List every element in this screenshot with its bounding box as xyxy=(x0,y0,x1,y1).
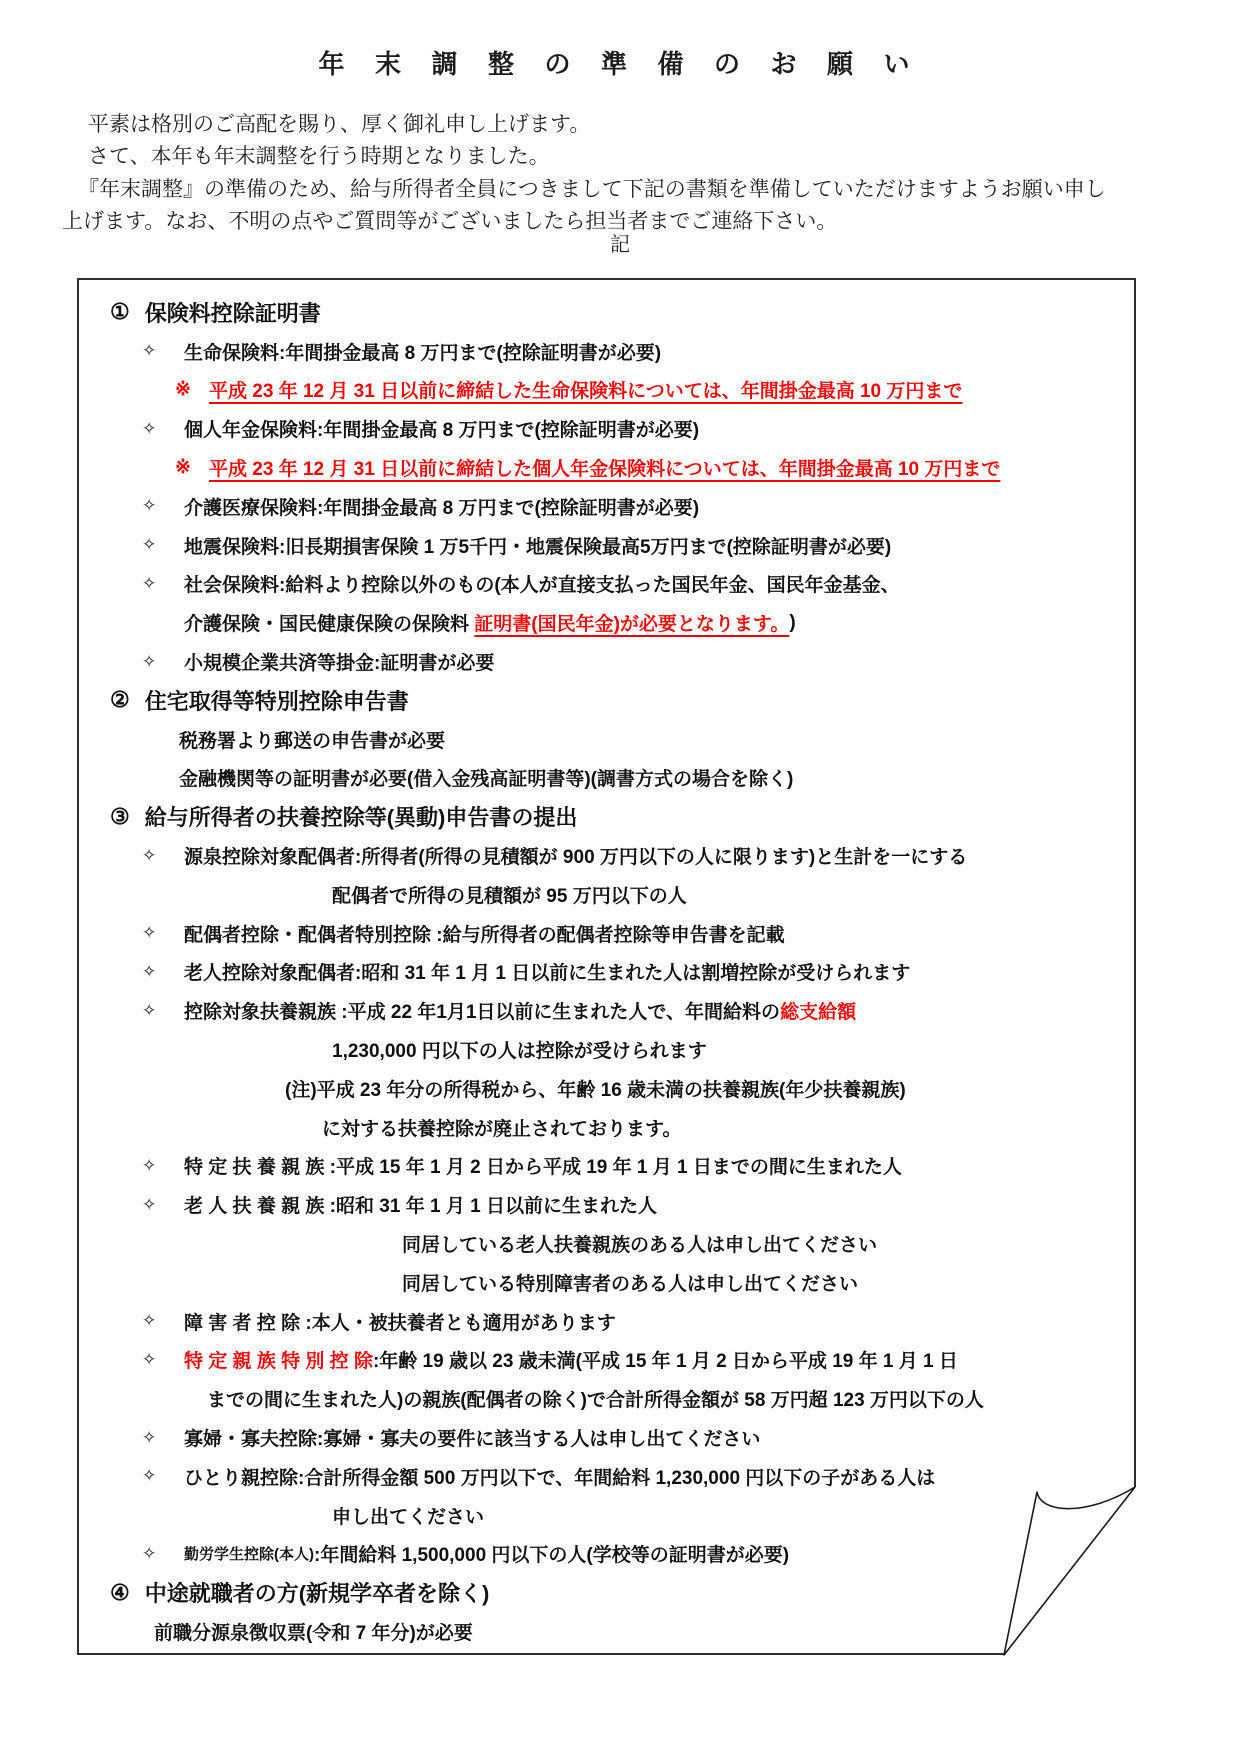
item-single-parent-deduction xyxy=(79,1457,1134,1496)
item-label-red: 特 定 親 族 特 別 控 除 xyxy=(184,1351,373,1373)
item-small-business-mutual-aid xyxy=(79,642,1134,681)
diamond-bullet-icon: ✧ xyxy=(142,1349,157,1369)
diamond-bullet-icon: ✧ xyxy=(142,573,157,593)
item-elderly-dependent xyxy=(79,1185,1134,1224)
diamond-bullet-icon: ✧ xyxy=(142,845,157,865)
item-text: に対する扶養控除が廃止されております。 xyxy=(322,1118,682,1140)
item-life-insurance xyxy=(79,332,1134,371)
item-text: 金融機関等の証明書が必要(借入金残高証明書等)(調書方式の場合を除く) xyxy=(179,769,794,791)
item-text: 小規模企業共済等掛金:証明書が必要 xyxy=(184,653,495,675)
diamond-bullet-icon: ✧ xyxy=(142,961,157,981)
diamond-bullet-icon: ✧ xyxy=(142,341,157,361)
diamond-bullet-icon: ✧ xyxy=(142,1000,157,1020)
item-text: 個人年金保険料:年間掛金最高 8 万円まで(控除証明書が必要) xyxy=(184,420,700,442)
item-text: 配偶者控除・配偶者特別控除 :給与所得者の配偶者控除等申告書を記載 xyxy=(184,924,785,946)
diamond-bullet-icon: ✧ xyxy=(142,418,157,438)
intro-paragraph xyxy=(62,108,1182,238)
item-text: 税務署より郵送の申告書が必要 xyxy=(179,730,446,752)
item-dependent-note-1 xyxy=(79,1069,1134,1108)
section-heading-dependent-deduction xyxy=(79,797,1134,836)
item-elderly-spouse xyxy=(79,953,1134,992)
item-text: 老人控除対象配偶者:昭和 31 年 1 月 1 日以前に生まれた人は割増控除が受けられます xyxy=(184,963,911,985)
item-text: :年齢 19 歳以 23 歳未満(平成 15 年 1 月 2 日から平成 19 年 1 月 1 日 xyxy=(372,1351,958,1373)
item-text: 介護医療保険料:年間掛金最高 8 万円まで(控除証明書が必要) xyxy=(184,497,700,519)
item-text: ひとり親控除:合計所得金額 500 万円以下で、年間給料 1,230,000 円以下の子がある人は xyxy=(184,1467,936,1489)
section-heading-housing-deduction xyxy=(79,681,1134,720)
note-text: 平成 23 年 12 月 31 日以前に締結した個人年金保険料については、年間掛金最高 10 万円まで xyxy=(209,459,1001,481)
item-text: 同居している老人扶養親族のある人は申し出てください xyxy=(402,1235,878,1257)
item-single-parent-cont xyxy=(79,1496,1134,1535)
diamond-bullet-icon: ✧ xyxy=(142,1155,157,1175)
item-text: 源泉控除対象配偶者:所得者(所得の見積額が 900 万円以下の人に限ります)と生計を一にする xyxy=(184,847,968,869)
diamond-bullet-icon: ✧ xyxy=(142,1194,157,1214)
item-withholding-spouse-cont xyxy=(79,875,1134,914)
page-title: 年 末 調 整 の 準 備 の お 願 い xyxy=(318,50,922,79)
section-title: 保険料控除証明書 xyxy=(144,300,321,326)
intro-line: 上げます。なお、不明の点やご質問等がございましたら担当者までご連絡下さい。 xyxy=(62,209,838,234)
item-text: 1,230,000 円以下の人は控除が受けられます xyxy=(332,1041,707,1063)
item-specified-relative-cont xyxy=(79,1379,1134,1418)
intro-line: 『年末調整』の準備のため、給与所得者全員につきまして下記の書類を準備していただけますようお願い申し xyxy=(78,176,1106,201)
item-widow-deduction xyxy=(79,1418,1134,1457)
item-financial-institution-certificate xyxy=(79,759,1134,798)
circled-number-icon: ① xyxy=(110,299,130,325)
circled-number-icon: ② xyxy=(110,687,130,713)
item-working-student-deduction xyxy=(79,1535,1134,1574)
intro-line: 平素は格別のご高配を賜り、厚く御礼申し上げます。 xyxy=(88,112,591,136)
item-text: 配偶者で所得の見積額が 95 万円以下の人 xyxy=(332,885,687,907)
item-personal-pension xyxy=(79,409,1134,448)
diamond-bullet-icon: ✧ xyxy=(142,1543,157,1563)
item-elderly-dependent-cont-2 xyxy=(79,1263,1134,1302)
diamond-bullet-icon: ✧ xyxy=(142,923,157,943)
item-text-red: 総支給額 xyxy=(780,1002,857,1024)
item-text: ) xyxy=(789,611,796,633)
item-text: 同居している特別障害者のある人は申し出てください xyxy=(402,1273,859,1295)
item-text: 特 定 扶 養 親 族 :平成 15 年 1 月 2 日から平成 19 年 1 月 1 日までの間に生まれた人 xyxy=(184,1157,902,1179)
section-title: 給与所得者の扶養控除等(異動)申告書の提出 xyxy=(144,805,578,831)
note-text: 平成 23 年 12 月 31 日以前に締結した生命保険料については、年間掛金最高 10 万円まで xyxy=(209,381,963,403)
item-dependent-relatives xyxy=(79,991,1134,1030)
diamond-bullet-icon: ✧ xyxy=(142,535,157,555)
item-text-red: 証明書(国民年金)が必要となります。 xyxy=(474,614,790,636)
item-elderly-dependent-cont-1 xyxy=(79,1224,1134,1263)
intro-line: さて、本年も年末調整を行う時期となりました。 xyxy=(88,144,550,169)
item-tax-office-form xyxy=(79,720,1134,759)
item-dependent-note-2 xyxy=(79,1108,1134,1147)
item-specified-dependent xyxy=(79,1147,1134,1186)
item-disability-deduction xyxy=(79,1302,1134,1341)
circled-number-icon: ④ xyxy=(110,1579,130,1605)
item-text: 老 人 扶 養 親 族 :昭和 31 年 1 月 1 日以前に生まれた人 xyxy=(184,1196,657,1218)
item-text: :年間給料 1,500,000 円以下の人(学校等の証明書が必要) xyxy=(314,1545,790,1567)
page-curl-icon xyxy=(983,1468,1155,1668)
item-text: (注)平成 23 年分の所得税から、年齢 16 歳未満の扶養親族(年少扶養親族) xyxy=(285,1079,906,1101)
item-text: 申し出てください xyxy=(332,1506,485,1528)
note-personal-pension xyxy=(79,448,1134,487)
diamond-bullet-icon: ✧ xyxy=(142,651,157,671)
item-text: 障 害 者 控 除 :本人・被扶養者とも適用があります xyxy=(184,1312,616,1334)
section-title: 中途就職者の方(新規学卒者を除く) xyxy=(144,1581,490,1607)
item-text: 寡婦・寡夫控除:寡婦・寡夫の要件に該当する人は申し出てください xyxy=(184,1429,761,1450)
circled-number-icon: ③ xyxy=(110,803,130,829)
reference-mark-icon: ※ xyxy=(175,379,191,401)
record-mark: 記 xyxy=(610,234,630,256)
item-specified-relative-special-deduction xyxy=(79,1341,1134,1380)
reference-mark-icon: ※ xyxy=(175,457,191,479)
item-spouse-deduction xyxy=(79,914,1134,953)
item-social-insurance-cont xyxy=(79,603,1134,642)
item-text: 生命保険料:年間掛金最高 8 万円まで(控除証明書が必要) xyxy=(184,342,662,364)
item-social-insurance xyxy=(79,565,1134,604)
item-text: 前職分源泉徴収票(令和 7 年分)が必要 xyxy=(154,1622,473,1644)
note-life-insurance xyxy=(79,371,1134,410)
section-heading-insurance-certificates xyxy=(79,293,1134,332)
diamond-bullet-icon: ✧ xyxy=(142,1466,157,1486)
item-label-small: 勤労学生控除(本人) xyxy=(184,1546,314,1564)
item-withholding-spouse xyxy=(79,836,1134,875)
item-text: 地震保険料:旧長期損害保険 1 万5千円・地震保険最高5万円まで(控除証明書が必要) xyxy=(184,536,892,558)
diamond-bullet-icon: ✧ xyxy=(142,496,157,516)
diamond-bullet-icon: ✧ xyxy=(142,1427,157,1447)
item-dependent-relatives-cont xyxy=(79,1030,1134,1069)
diamond-bullet-icon: ✧ xyxy=(142,1311,157,1331)
item-previous-withholding-slip xyxy=(79,1612,1134,1651)
item-care-medical-insurance xyxy=(79,487,1134,526)
item-text: までの間に生まれた人)の親族(配偶者の除く)で合計所得金額が 58 万円超 123 万円以下の人 xyxy=(207,1390,984,1412)
item-text: 介護保険・国民健康保険の保険料 xyxy=(184,614,475,636)
item-earthquake-insurance xyxy=(79,526,1134,565)
item-text: 控除対象扶養親族 :平成 22 年1月1日以前に生まれた人で、年間給料の xyxy=(184,1002,781,1024)
item-text: 社会保険料:給料より控除以外のもの(本人が直接支払った国民年金、国民年金基金、 xyxy=(184,575,900,597)
section-heading-mid-career xyxy=(79,1573,1134,1612)
content-box xyxy=(77,278,1136,1655)
section-title: 住宅取得等特別控除申告書 xyxy=(144,688,409,714)
